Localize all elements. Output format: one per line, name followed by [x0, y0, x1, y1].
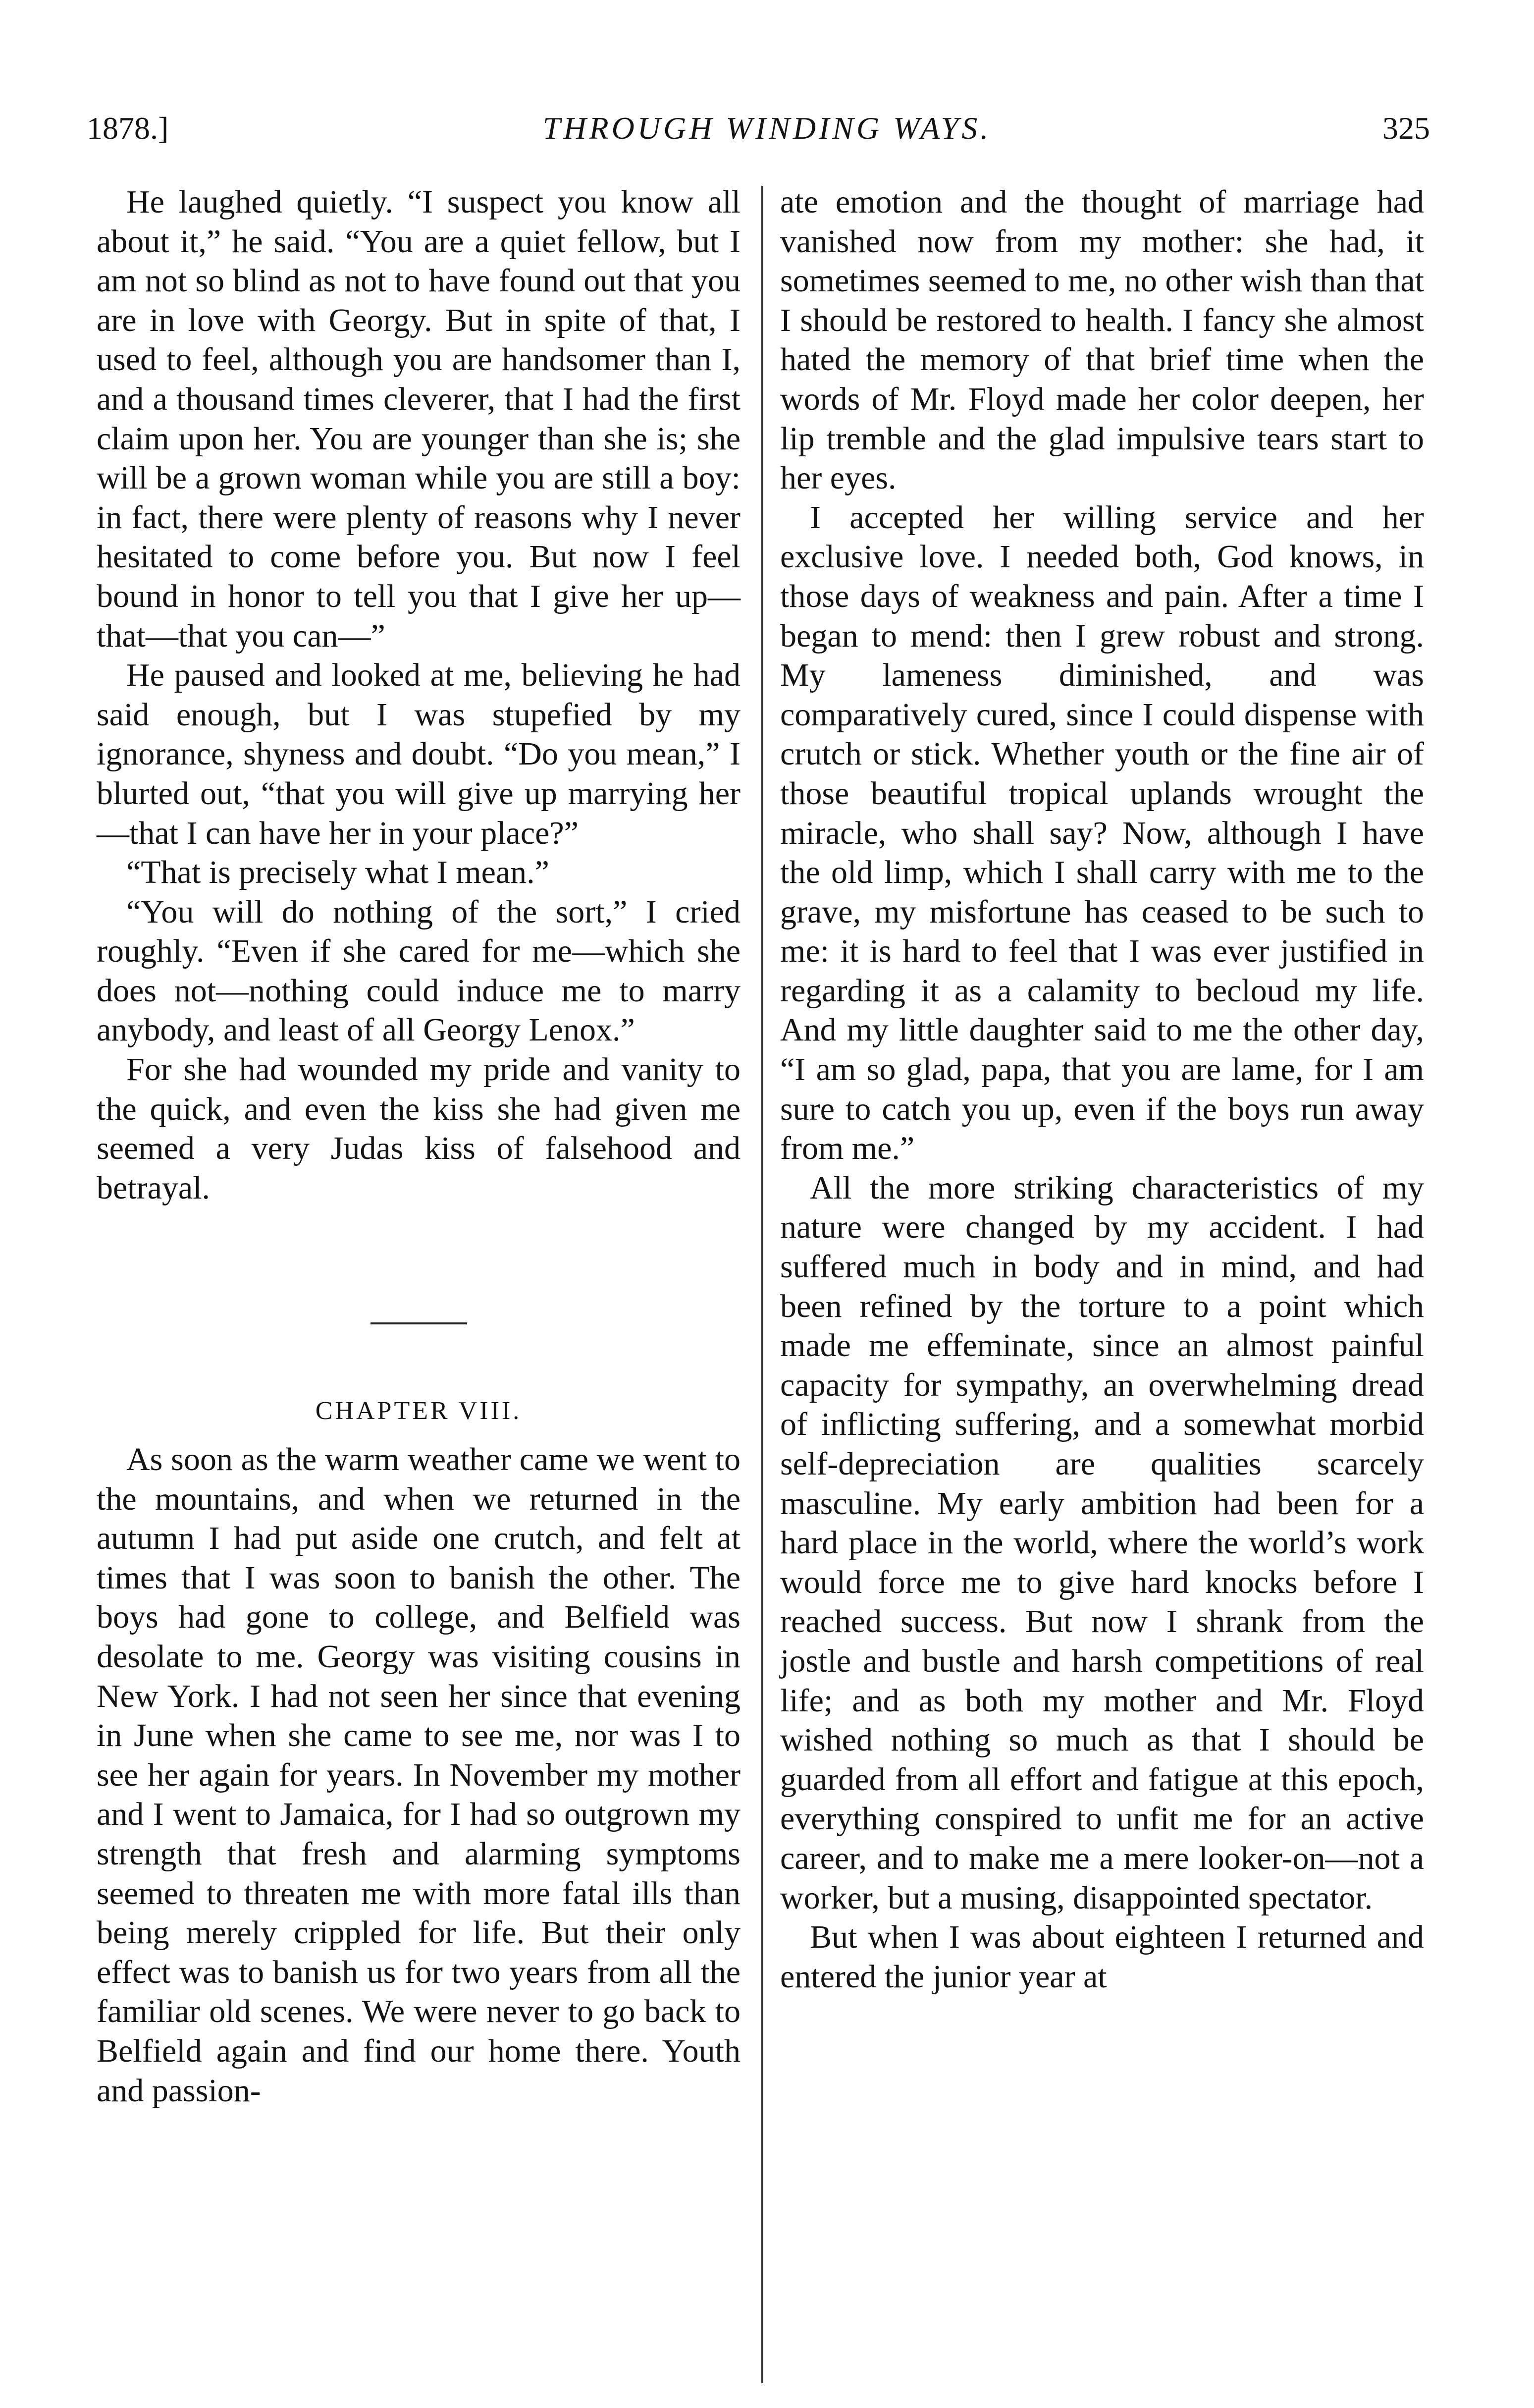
- paragraph: He paused and looked at me, believing he had said enough, but I was stupefied by my ignorance, shyness and doubt. “Do you mean,” I blurted out, “that you will give up marrying her—that I can have her in your place?”: [97, 657, 741, 851]
- paragraph: As soon as the warm weather came we went to the mountains, and when we returned in the autumn I had put aside one crutch, and felt at times that I was soon to banish the other. The boys had gone to college, and Belfield was desolate to me. Georgy was visiting cousins in New York. I had not seen her since that evening in June when she came to see me, nor was I to see her again for years. In November my mother and I went to Jamaica, for I had so outgrown my strength that fresh and alarming symptoms seemed to threaten me with more fatal ills than being merely crippled for life. But their only effect was to banish us for two years from all the familiar old scenes. We were never to go back to Belfield again and find our home there. Youth and passion-: [97, 1441, 741, 2109]
- paragraph: But when I was about eighteen I returned and entered the junior year at: [780, 1919, 1424, 1995]
- paragraph: I accepted her willing service and her exclusive love. I needed both, God knows, in those days of weakness and pain. After a time I began to mend: then I grew robust and strong. My lameness diminished, and was comparatively cured, since I could dispense with crutch or stick. Whether youth or the fine air of those beautiful tropical uplands wrought the miracle, who shall say? Now, although I have the old limp, which I shall carry with me to the grave, my misfortune has ceased to be such to me: it is hard to feel that I was ever justified in regarding it as a calamity to becloud my life. And my little daughter said to me the other day, “I am so glad, papa, that you are lame, for I am sure to catch you up, even if the boys run away from me.”: [780, 499, 1424, 1167]
- section-divider: [370, 1322, 467, 1324]
- header-year: 1878.]: [87, 110, 169, 146]
- chapter-heading: CHAPTER VIII.: [315, 1397, 522, 1425]
- paragraph: ate emotion and the thought of marriage had vanished now from my mother: she had, it sometimes seemed to me, no other wish than that I should be restored to health. I fancy she almost hated the memory of that brief time when the words of Mr. Floyd made her color deepen, her lip tremble and the glad impulsive tears start to her eyes.: [780, 184, 1424, 496]
- right-column: [780, 182, 1424, 1996]
- paragraph: All the more striking characteristics of my nature were changed by my accident. I had suffered much in body and in mind, and had been refined by the torture to a point which made me effeminate, since an almost painful capacity for sympathy, an overwhelming dread of inflicting suffering, and a somewhat morbid self-depreciation are qualities scarcely masculine. My early ambition had been for a hard place in the world, where the world’s work would force me to give hard knocks before I reached success. But now I shrank from the jostle and bustle and harsh competitions of real life; and as both my mother and Mr. Floyd wished nothing so much as that I should be guarded from all effort and fatigue at this epoch, everything conspired to unfit me for an active career, and to make me a mere looker-on—not a worker, but a musing, disappointed spectator.: [780, 1169, 1424, 1916]
- header-title: THROUGH WINDING WAYS.: [542, 110, 992, 146]
- paragraph: For she had wounded my pride and vanity to the quick, and even the kiss she had given me seemed a very Judas kiss of falsehood and betrayal.: [97, 1051, 741, 1206]
- column-divider: [761, 186, 763, 2383]
- paragraph: “That is precisely what I mean.”: [126, 854, 549, 891]
- left-column: [97, 182, 741, 2110]
- running-head: [0, 110, 1534, 155]
- paragraph: He laughed quietly. “I suspect you know all about it,” he said. “You are a quiet fellow, but I am not so blind as not to have found out that you are in love with Georgy. But in spite of that, I used to feel, although you are handsomer than I, and a thousand times cleverer, that I had the first claim upon her. You are younger than she is; she will be a grown woman while you are still a boy: in fact, there were plenty of reasons why I never hesitated to come before you. But now I feel bound in honor to tell you that I give her up—that—that you can—”: [97, 184, 741, 654]
- paragraph: “You will do nothing of the sort,” I cried roughly. “Even if she cared for me—which she does not—nothing could induce me to marry anybody, and least of all Georgy Lenox.”: [97, 893, 741, 1048]
- page-number: 325: [1382, 110, 1430, 146]
